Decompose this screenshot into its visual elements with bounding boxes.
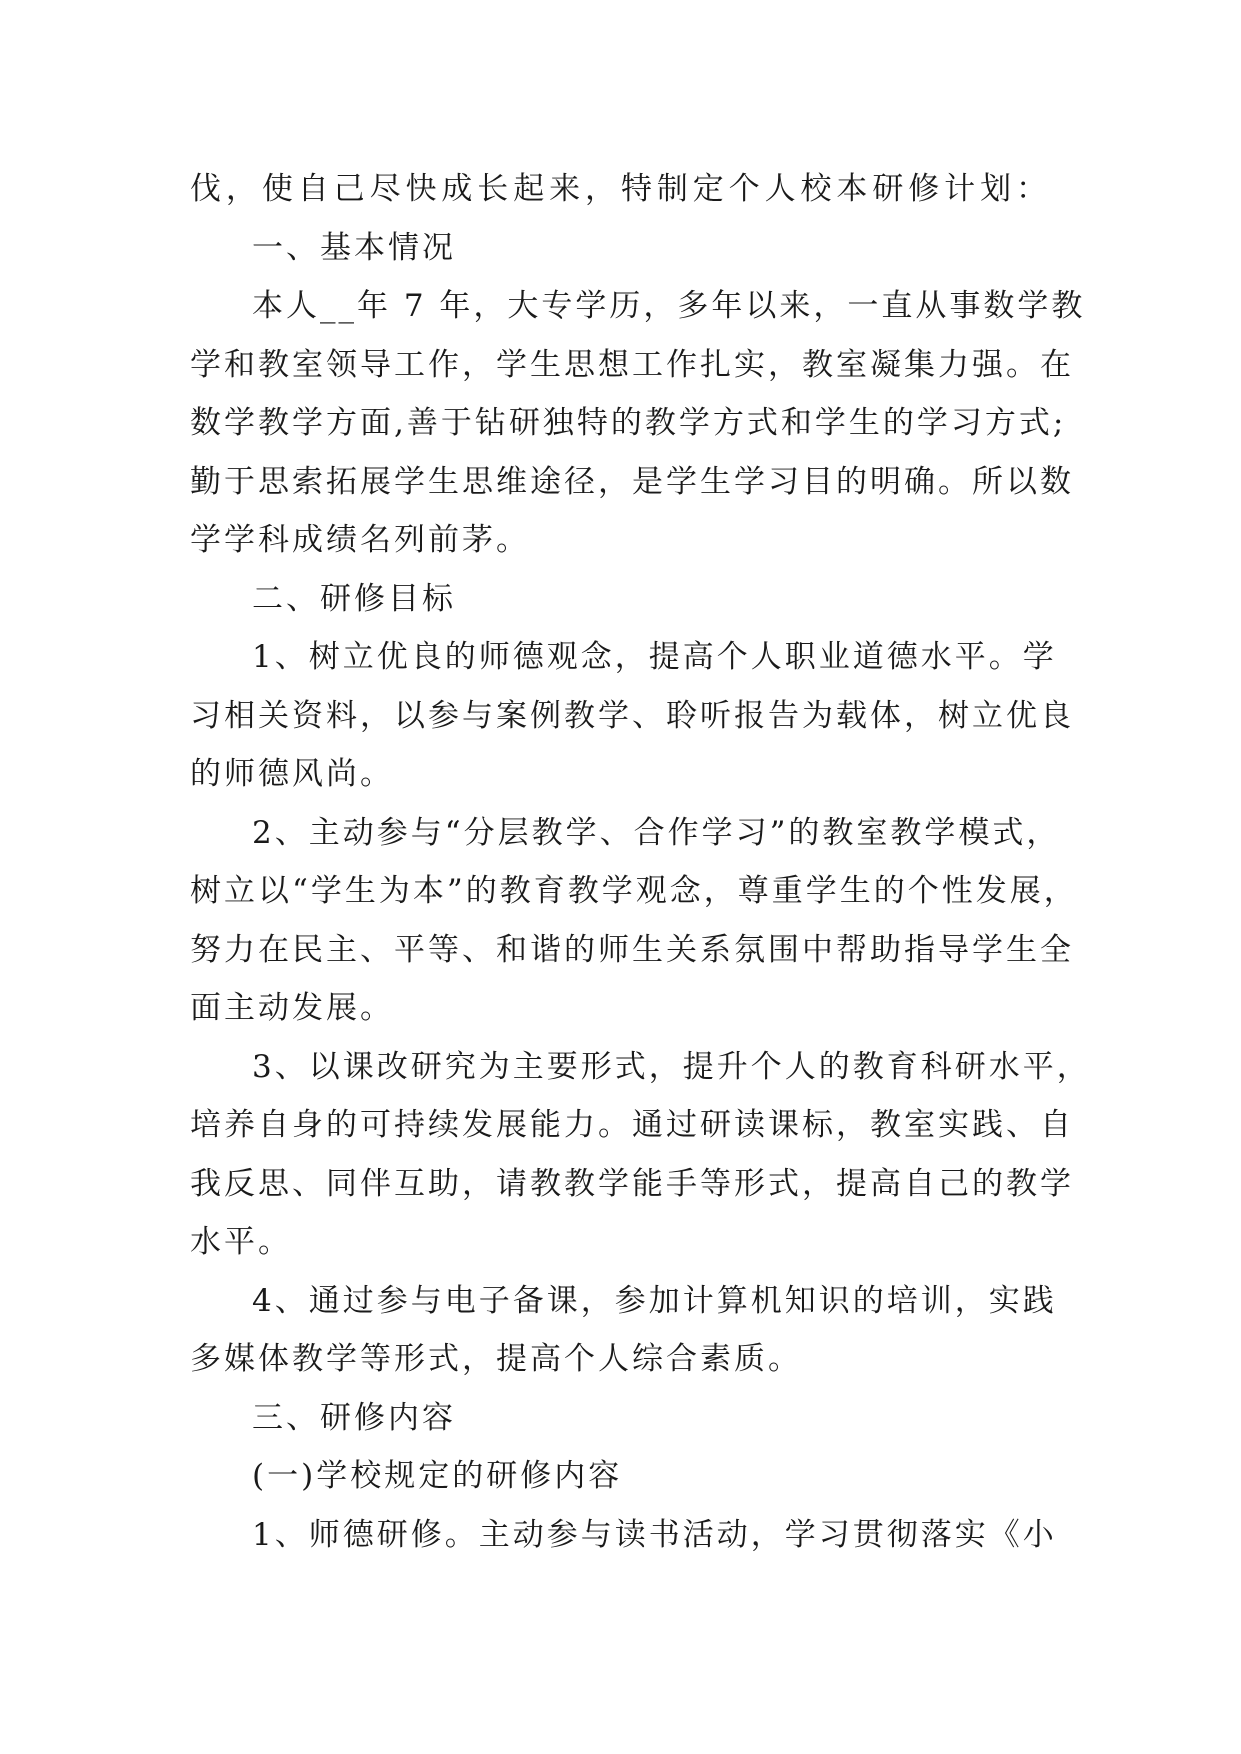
paragraph-line: 水平。	[190, 1224, 292, 1260]
section-heading: 三、研修内容	[252, 1399, 456, 1436]
paragraph-line: 本人__年 7 年，大专学历，多年以来，一直从事数学教	[252, 288, 1086, 324]
paragraph-line: 4、通过参与电子备课，参加计算机知识的培训，实践	[252, 1282, 1057, 1319]
section-heading: 一、基本情况	[252, 229, 456, 266]
paragraph-line: 数学教学方面,善于钻研独特的教学方式和学生的学习方式;	[190, 405, 1067, 441]
section-heading: 二、研修目标	[252, 580, 456, 617]
subsection-heading: (一)学校规定的研修内容	[252, 1458, 623, 1494]
paragraph-line: 习相关资料，以参与案例教学、聆听报告为载体，树立优良	[190, 697, 1074, 734]
paragraph-line: 学学科成绩名列前茅。	[190, 522, 530, 558]
paragraph-line: 培养自身的可持续发展能力。通过研读课标，教室实践、自	[190, 1107, 1074, 1143]
paragraph-line: 勤于思索拓展学生思维途径，是学生学习目的明确。所以数	[190, 463, 1074, 500]
paragraph-line: 1、树立优良的师德观念，提高个人职业道德水平。学	[252, 639, 1057, 675]
paragraph-line: 2、主动参与“分层教学、合作学习”的教室教学模式，	[252, 814, 1061, 851]
paragraph-line: 学和教室领导工作，学生思想工作扎实，教室凝集力强。在	[190, 346, 1074, 383]
paragraph-line: 3、以课改研究为主要形式，提升个人的教育科研水平，	[252, 1048, 1091, 1085]
paragraph-line: 伐，使自己尽快成长起来，特制定个人校本研修计划：	[190, 171, 1050, 207]
paragraph-line: 我反思、同伴互助，请教教学能手等形式，提高自己的教学	[190, 1165, 1074, 1202]
paragraph-line: 努力在民主、平等、和谐的师生关系氛围中帮助指导学生全	[190, 931, 1074, 968]
paragraph-line: 的师德风尚。	[190, 756, 394, 792]
document-body	[190, 160, 1091, 1564]
paragraph-line: 树立以“学生为本”的教育教学观念，尊重学生的个性发展，	[190, 873, 1078, 909]
paragraph-line: 多媒体教学等形式，提高个人综合素质。	[190, 1341, 802, 1377]
paragraph-line: 1、师德研修。主动参与读书活动，学习贯彻落实《小	[252, 1516, 1057, 1553]
paragraph-line: 面主动发展。	[190, 990, 394, 1026]
